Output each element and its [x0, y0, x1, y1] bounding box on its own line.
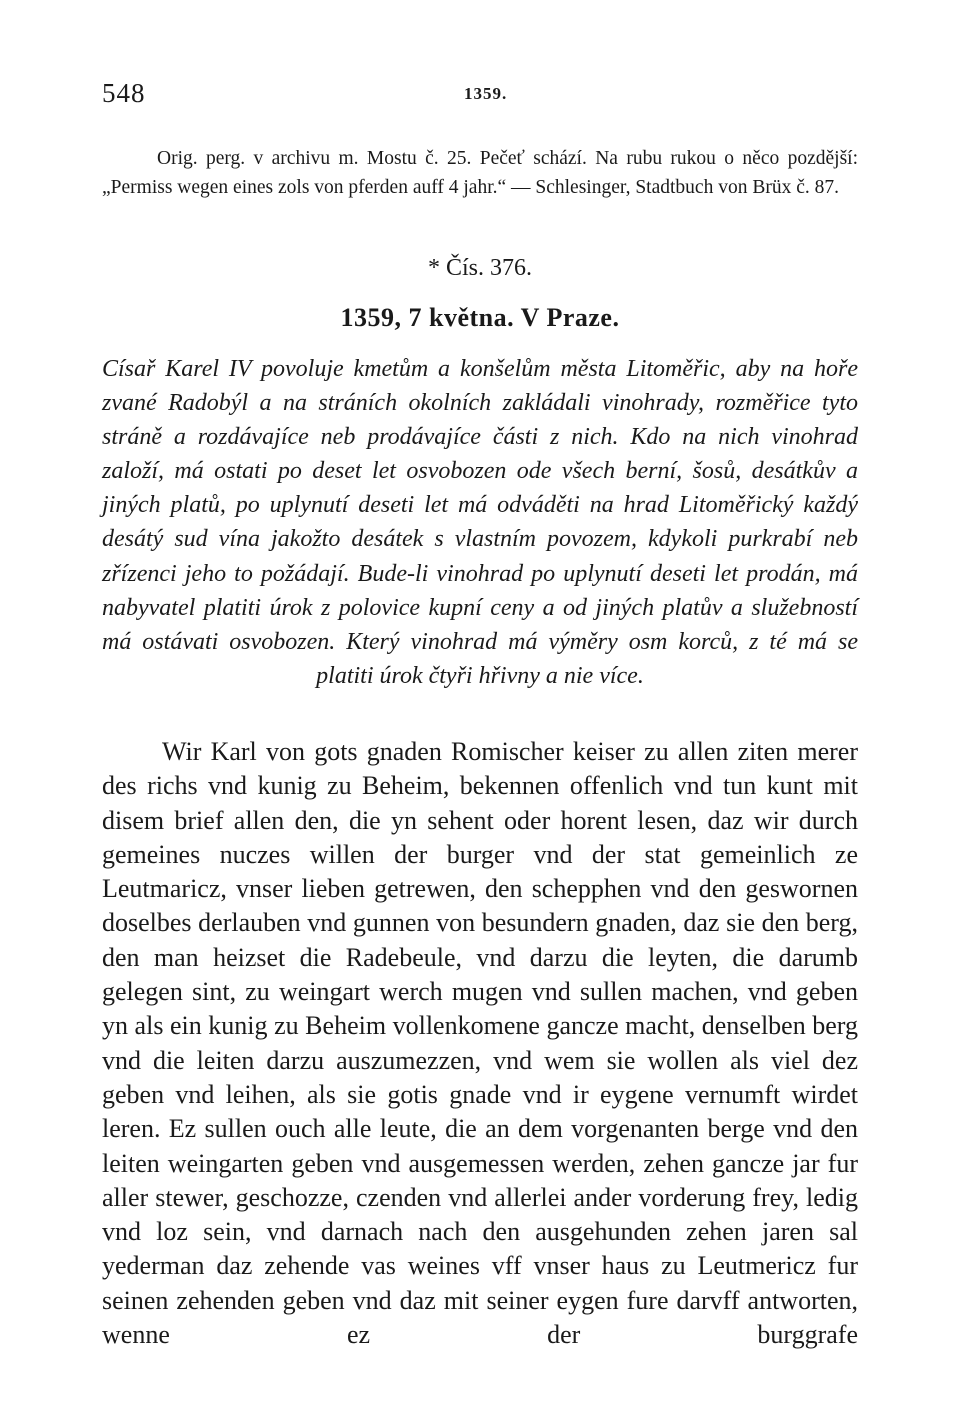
document-number: * Čís. 376. — [427, 255, 532, 281]
page-header — [102, 78, 858, 118]
document-date-place: 1359, 7 května. V Praze. — [340, 303, 620, 332]
regest-text: Císař Karel IV povoluje kmetům a konšelům města Litoměřic, aby na hoře zvané Radobýl a na stráních okolních zakládali vinohrady, rozměřice tyto stráně a rozdávajíce neb prodávajíce části z nich. Kdo na nich vinohrad založí, má ostati po deset let osvobozen ode všech berní, šosů, desátkův a jiných platů, po uplynutí deseti let má odváděti na hrad Litoměřický každý desátý sud vína jakožto desátek s vlastním povozem, kdykoli purkrabí neb zřízenci jeho to požádají. Bude-li vinohrad po uplynutí deseti let prodán, má nabyvatel platiti úrok z polovice kupní ceny a od jiných platův a služebností má ostávati osvobozen. Který vinohrad má výměry osm korců, z té má se platiti úrok čtyři hřivny a nie více. — [102, 356, 858, 689]
page-number: 548 — [102, 78, 146, 108]
source-note-text: Orig. perg. v archivu m. Mostu č. 25. Pečeť schází. Na rubu rukou o něco pozdější: „Permiss wegen eines zols von pferden auff 4 jahr.“ — Schlesinger, Stadtbuch von Brüx č. 87. — [102, 148, 858, 198]
source-note — [102, 144, 858, 202]
document-main-text — [102, 735, 858, 1352]
document-regest — [102, 352, 858, 693]
running-head-year: 1359. — [464, 84, 508, 103]
charter-text: Wir Karl von gots gnaden Romischer keiser zu allen ziten merer des richs vnd kunig zu Beheim, bekennen offenlich vnd tun kunt mit disem brief allen den, die yn sehent oder horent lesen, daz wir durch gemeines nuczes willen der burger vnd der stat gemeinlich ze Leutmaricz, vnser lieben getrewen, den schepphen vnd den geswornen doselbes derlauben vnd gunnen von besundern gnaden, daz sie den berg, den man heizset die Radebeule, vnd darzu die leyten, die darumb gelegen sint, zu weingart werch mugen vnd sullen machen, vnd geben yn als ein kunig zu Beheim vollenkomene gancze macht, denselben berg vnd die leiten darzu auszumezzen, vnd wem sie wollen als viel dez geben vnd leihen, als sie gotis gnade vnd ir eygene vernumft wirdet leren. Ez sullen ouch alle leute, die an dem vorgenanten berge vnd den leiten weingarten geben vnd ausgemessen werden, zehen gancze jar fur aller stewer, geschozze, czenden vnd allerlei ander vorderung frey, ledig vnd loz sein, vnd darnach nach den ausgehunden zehen jaren sal yederman daz zehende vas weines vff vnser haus zu Leutmericz fur seinen zehenden geben vnd daz mit seiner eygen fure darvff antworten, wenne ez der burggrafe — [102, 737, 858, 1350]
